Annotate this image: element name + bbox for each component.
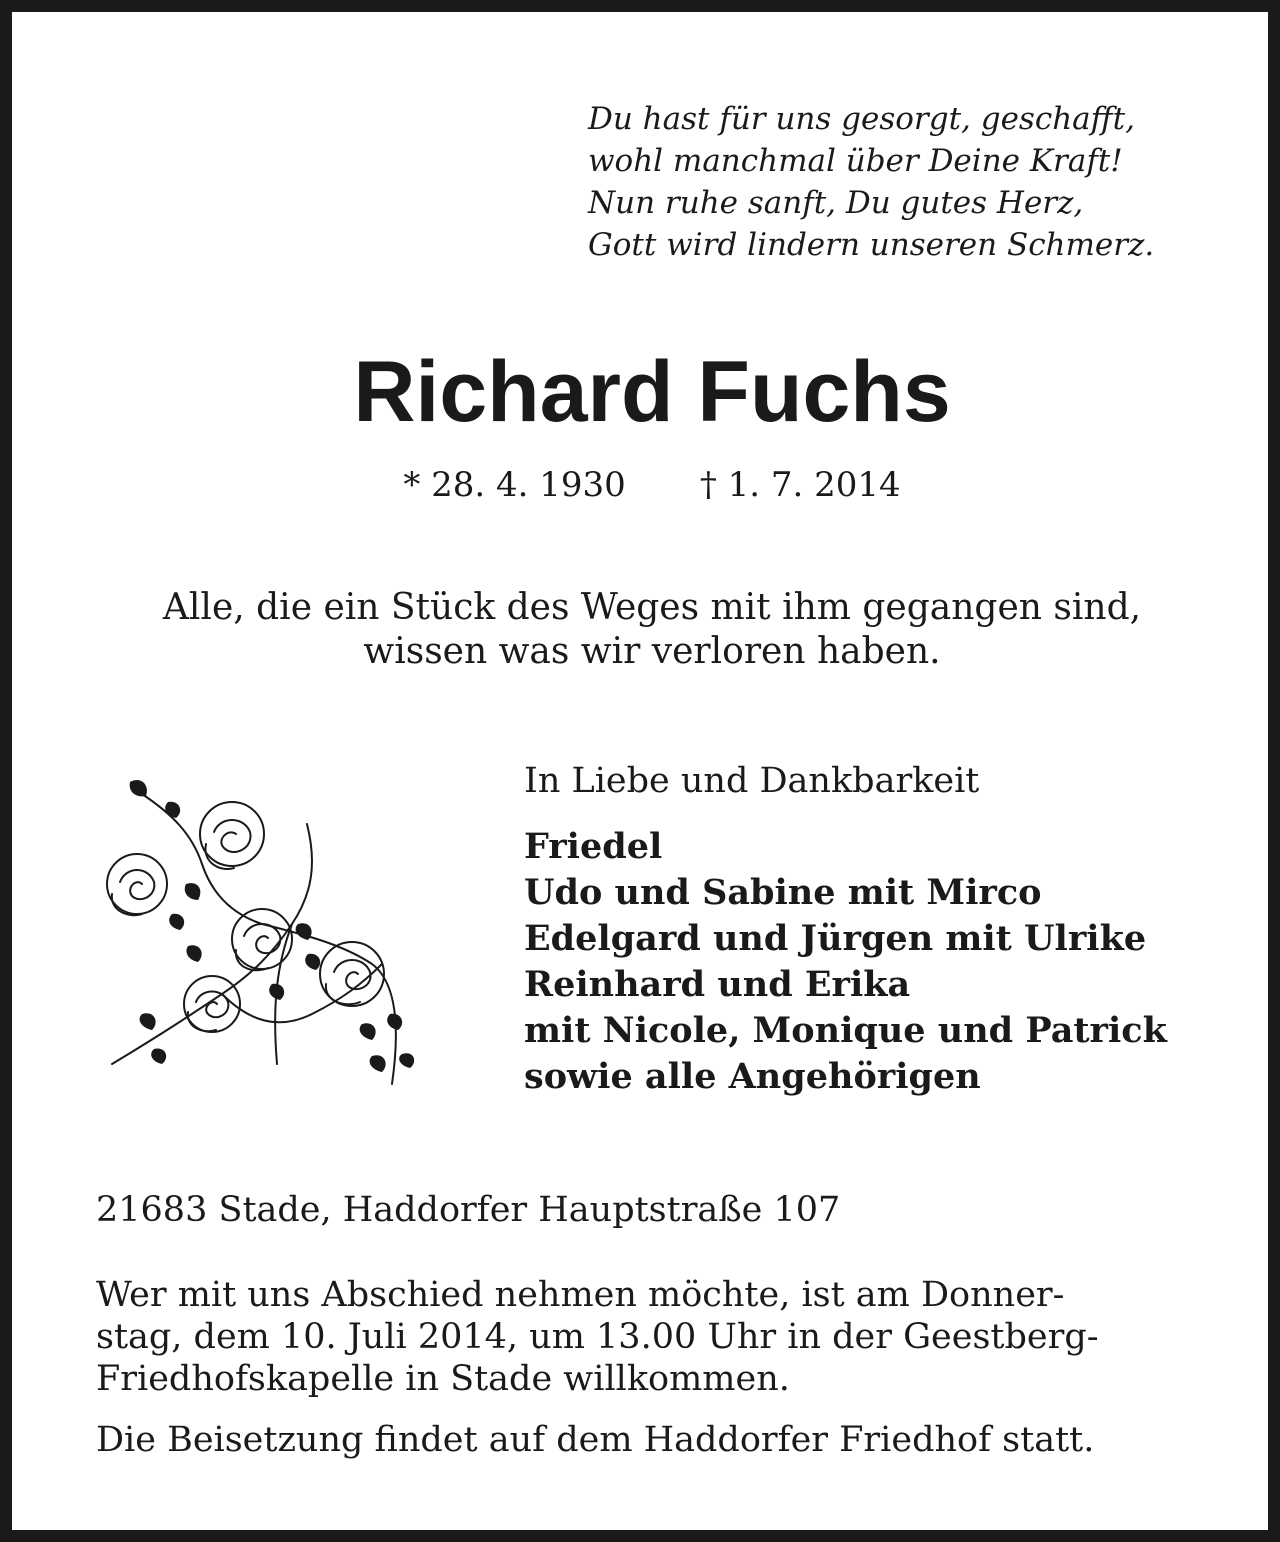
- family-member: Edelgard und Jürgen mit Ulrike: [524, 918, 1147, 959]
- family-members: [524, 824, 1244, 1100]
- family-member: sowie alle Angehörigen: [524, 1056, 981, 1097]
- tribute-text: [12, 586, 1280, 674]
- tribute-line: Alle, die ein Stück des Weges mit ihm gegangen sind,: [162, 587, 1142, 628]
- farewell-line: Wer mit uns Abschied nehmen möchte, ist am Donner-: [96, 1275, 1065, 1315]
- death-date: † 1. 7. 2014: [699, 465, 901, 505]
- poem-line: Du hast für uns gesorgt, geschafft,: [588, 101, 1135, 137]
- family-member: Reinhard und Erika: [524, 964, 911, 1005]
- burial-text: Die Beisetzung findet auf dem Haddorfer Friedhof statt.: [96, 1420, 1095, 1460]
- poem-line: wohl manchmal über Deine Kraft!: [588, 143, 1123, 179]
- family-member: Friedel: [524, 826, 663, 867]
- deceased-name: Richard Fuchs: [353, 344, 951, 440]
- life-dates: [12, 464, 1280, 506]
- poem-line: Nun ruhe sanft, Du gutes Herz,: [588, 185, 1084, 221]
- farewell-line: Friedhofskapelle in Stade willkommen.: [96, 1359, 790, 1399]
- family-member: mit Nicole, Monique und Patrick: [524, 1010, 1167, 1051]
- roses-icon: [102, 764, 432, 1104]
- family-intro: In Liebe und Dankbarkeit: [524, 761, 980, 801]
- birth-date: * 28. 4. 1930: [403, 465, 626, 505]
- poem-line: Gott wird lindern unseren Schmerz.: [588, 227, 1155, 263]
- tribute-line: wissen was wir verloren haben.: [363, 631, 941, 672]
- family-section: [524, 758, 1244, 1100]
- family-member: Udo und Sabine mit Mirco: [524, 872, 1042, 913]
- poem: [588, 98, 1248, 266]
- address: 21683 Stade, Haddorfer Hauptstraße 107: [96, 1190, 841, 1230]
- farewell-line: stag, dem 10. Juli 2014, um 13.00 Uhr in der Geestberg-: [96, 1317, 1099, 1357]
- farewell-text: [96, 1274, 1216, 1400]
